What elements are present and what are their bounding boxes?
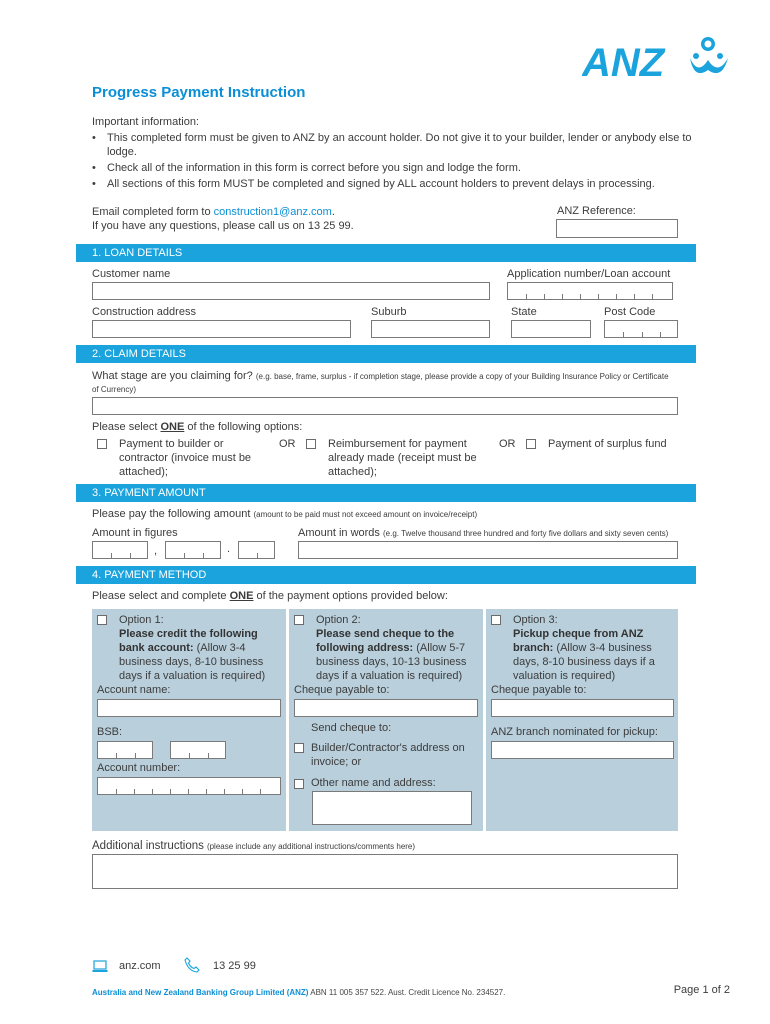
bsb-label: BSB:	[97, 726, 123, 738]
option2-heading: Option 2:	[316, 614, 361, 626]
or-label: OR	[279, 438, 296, 450]
claim-option-surplus-checkbox[interactable]	[526, 439, 536, 449]
amount-words-label	[298, 527, 668, 539]
other-address-checkbox[interactable]	[294, 779, 304, 789]
claim-option-builder-checkbox[interactable]	[97, 439, 107, 449]
important-bullet: • All sections of this form MUST be completed and signed by ALL account holders to prevent delays in processing.	[92, 177, 692, 191]
option3-bold: Pickup cheque from ANZ branch:	[513, 628, 644, 654]
option2-checkbox[interactable]	[294, 615, 304, 625]
construction-address-field[interactable]	[92, 320, 351, 338]
builder-address-label: Builder/Contractor's address on invoice; or	[311, 742, 465, 768]
option2-title	[316, 613, 476, 683]
anz-logo	[582, 36, 730, 80]
account-name-field[interactable]	[97, 699, 281, 717]
option2-payable-field[interactable]	[294, 699, 478, 717]
claim-select-prefix: Please select	[92, 421, 161, 433]
amount-words-note: (e.g. Twelve thousand three hundred and forty five dollars and sixty seven cents)	[383, 529, 669, 538]
other-address-label: Other name and address:	[311, 777, 436, 789]
suburb-field[interactable]	[371, 320, 490, 338]
option1-bold: Please credit the following bank account:	[119, 628, 258, 654]
claim-option-builder-label: Payment to builder or contractor (invoice must be attached);	[119, 438, 252, 478]
claim-select-one: ONE	[160, 421, 185, 433]
page-title: Progress Payment Instruction	[92, 84, 306, 101]
option2-rest: (Allow 5-7 business days, 10-13 business days if a valuation is required)	[316, 642, 467, 682]
claim-details-header: 2. CLAIM DETAILS	[76, 345, 696, 363]
method-select-one: ONE	[229, 590, 254, 602]
postcode-field[interactable]	[604, 320, 678, 338]
option3-payable-label: Cheque payable to:	[491, 684, 587, 696]
claim-select-instruction	[92, 421, 302, 433]
claim-question-note: (e.g. base, frame, surplus - if completion stage, please provide a copy of your Building Insurance Policy or Certificate	[255, 372, 669, 381]
amount-figures-label: Amount in figures	[92, 527, 178, 539]
loan-details-header: 1. LOAN DETAILS	[76, 244, 696, 262]
method-select-prefix: Please select and complete	[92, 590, 230, 602]
option3-heading: Option 3:	[513, 614, 558, 626]
option2-panel	[289, 609, 483, 831]
amount-comma: ,	[154, 545, 158, 557]
suburb-label: Suburb	[371, 306, 407, 318]
option1-rest: (Allow 3-4 business days, 8-10 business days if a valuation is required)	[119, 642, 266, 682]
legal-bold: Australia and New Zealand Banking Group Limited (ANZ)	[92, 988, 309, 997]
amount-words-field[interactable]	[298, 541, 678, 559]
legal-rest: ABN 11 005 357 522. Aust. Credit Licence No. 234527.	[308, 988, 506, 997]
payment-amount-header: 3. PAYMENT AMOUNT	[76, 484, 696, 502]
additional-label-text: Additional instructions	[92, 840, 204, 852]
option2-payable-label: Cheque payable to:	[294, 684, 390, 696]
website-link[interactable]: anz.com	[119, 960, 161, 972]
amount-instruction-text: Please pay the following amount	[92, 508, 251, 520]
amount-instruction	[92, 508, 477, 520]
branch-field[interactable]	[491, 741, 674, 759]
account-number-label: Account number:	[97, 762, 181, 774]
account-name-label: Account name:	[97, 684, 171, 696]
additional-instructions-field[interactable]	[92, 854, 678, 889]
claim-option-reimbursement-label: Reimbursement for payment already made (receipt must be attached);	[328, 438, 477, 478]
amount-cents-field[interactable]	[238, 541, 275, 559]
amount-hundreds-field[interactable]	[165, 541, 221, 559]
claim-question-text: What stage are you claiming for?	[92, 370, 253, 382]
claim-option-surplus-label: Payment of surplus fund	[548, 438, 667, 450]
builder-address-checkbox[interactable]	[294, 743, 304, 753]
option1-panel	[92, 609, 286, 831]
option1-title	[119, 613, 279, 683]
method-select-instruction	[92, 590, 448, 602]
option3-checkbox[interactable]	[491, 615, 501, 625]
important-bullet: • This completed form must be given to ANZ by an account holder. Do not give it to your builder, lender or anybody else to lodge.	[92, 131, 692, 159]
option3-panel	[486, 609, 678, 831]
phone-number: 13 25 99	[213, 960, 256, 972]
anz-reference-field[interactable]	[556, 219, 678, 238]
postcode-label: Post Code	[604, 306, 656, 318]
state-label: State	[511, 306, 537, 318]
option3-payable-field[interactable]	[491, 699, 674, 717]
payment-method-header: 4. PAYMENT METHOD	[76, 566, 696, 584]
customer-name-field[interactable]	[92, 282, 490, 300]
method-select-suffix: of the payment options provided below:	[253, 590, 448, 602]
contact-info	[92, 205, 354, 233]
anz-people-icon	[690, 37, 728, 73]
construction-address-label: Construction address	[92, 306, 196, 318]
claim-select-suffix: of the following options:	[184, 421, 303, 433]
email-prefix: Email completed form to	[92, 206, 214, 218]
laptop-icon	[92, 960, 108, 976]
amount-words-label-text: Amount in words	[298, 527, 380, 539]
bsb-field-1[interactable]	[97, 741, 153, 759]
or-label: OR	[499, 438, 516, 450]
option2-bold: Please send cheque to the following address:	[316, 628, 455, 654]
email-suffix: .	[331, 206, 335, 218]
amount-instruction-note: (amount to be paid must not exceed amount on invoice/receipt)	[253, 510, 478, 519]
option3-title	[513, 613, 673, 683]
page-number: Page 1 of 2	[673, 984, 730, 996]
application-number-field[interactable]	[507, 282, 673, 300]
amount-dot: .	[227, 543, 231, 555]
customer-name-label: Customer name	[92, 268, 171, 280]
branch-label: ANZ branch nominated for pickup:	[491, 726, 658, 738]
send-to-label: Send cheque to:	[311, 722, 392, 734]
claim-question-note-2: of Currency)	[92, 385, 137, 394]
important-list	[92, 131, 692, 193]
account-number-field[interactable]	[97, 777, 281, 795]
application-number-label: Application number/Loan account	[507, 268, 671, 280]
email-link[interactable]: construction1@anz.com	[213, 206, 332, 218]
additional-instructions-label	[92, 840, 415, 852]
anz-reference-label: ANZ Reference:	[557, 205, 636, 217]
amount-thousands-field[interactable]	[92, 541, 148, 559]
legal-text	[92, 988, 505, 997]
claim-question	[92, 370, 682, 396]
option1-heading: Option 1:	[119, 614, 164, 626]
additional-note: (please include any additional instructions/comments here)	[206, 842, 416, 851]
claim-stage-field[interactable]	[92, 397, 678, 415]
important-bullet: • Check all of the information in this form is correct before you sign and lodge the form.	[92, 161, 692, 175]
bsb-field-2[interactable]	[170, 741, 226, 759]
option3-rest: (Allow 3-4 business days, 8-10 business days if a valuation is required)	[513, 642, 655, 682]
phone-icon	[184, 957, 200, 976]
state-field[interactable]	[511, 320, 591, 338]
important-heading: Important information:	[92, 116, 199, 128]
other-address-field[interactable]	[312, 791, 472, 825]
claim-option-reimbursement-checkbox[interactable]	[306, 439, 316, 449]
option1-checkbox[interactable]	[97, 615, 107, 625]
phone-line: If you have any questions, please call us on 13 25 99.	[92, 220, 354, 232]
anz-logo-wordmark: ANZ	[582, 41, 665, 80]
